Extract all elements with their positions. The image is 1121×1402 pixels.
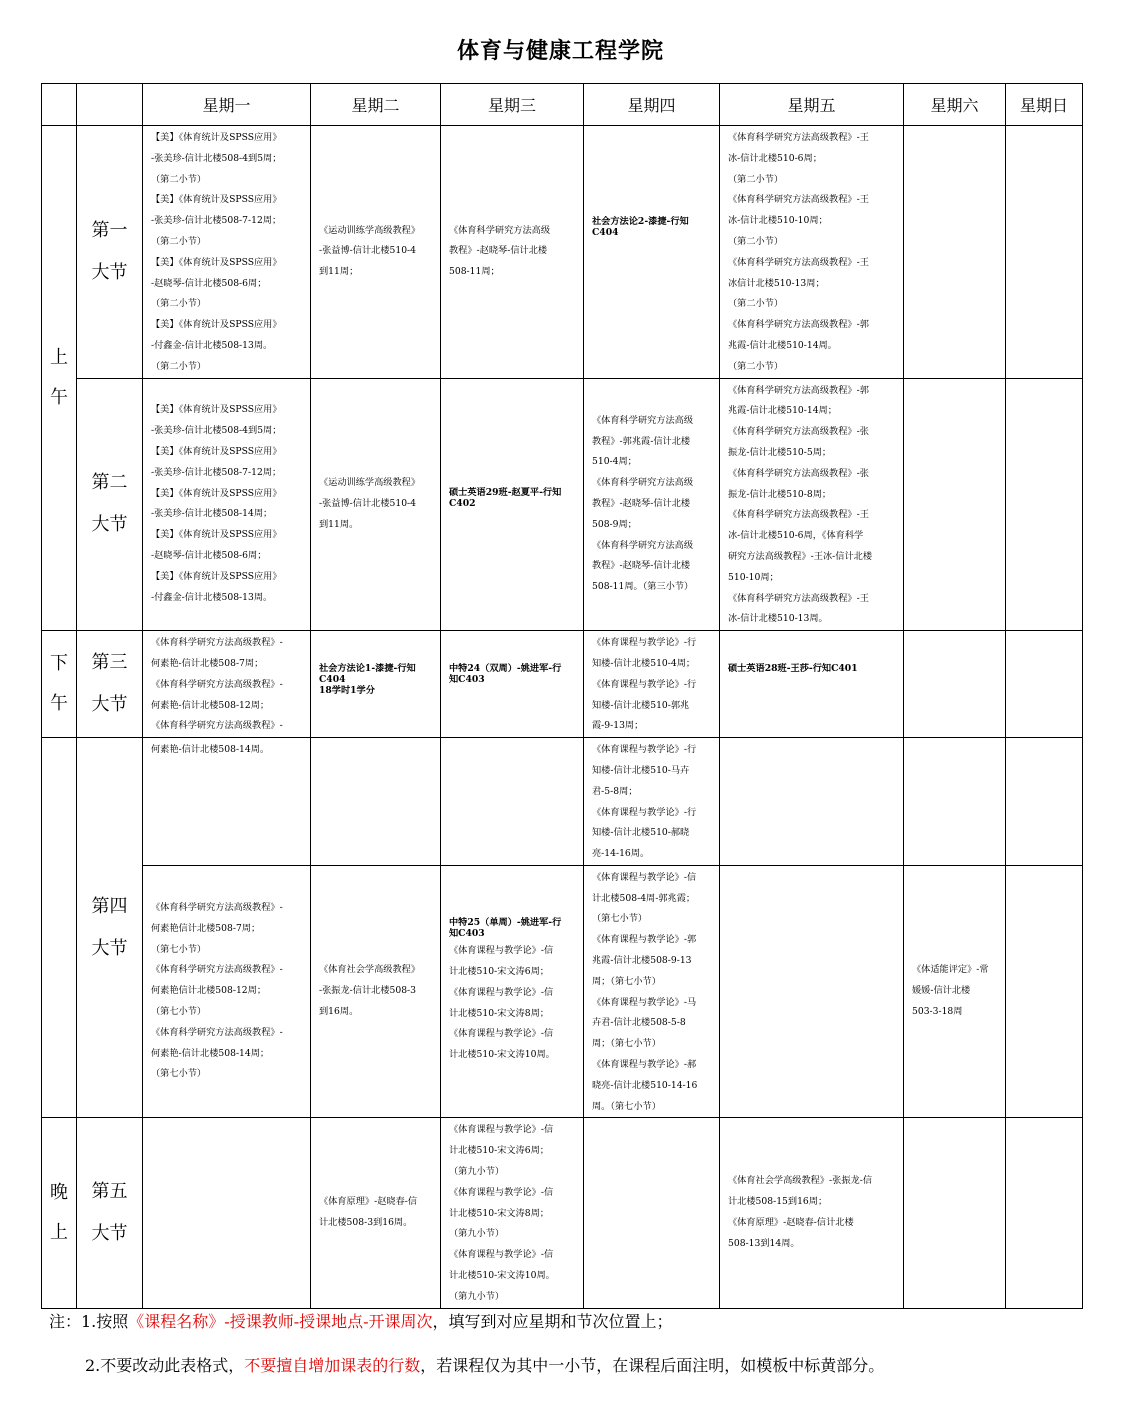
cell-line: 【美】《体育统计及SPSS应用》 [151,487,282,499]
day-header: 星期五 [720,84,904,126]
cell-line: （第二小节） [728,173,784,185]
cell-line: 《体育科学研究方法高级教程》-王 [728,132,869,143]
cell-line: 《体育课程与教学论》-信 [449,945,554,957]
cell-s1-wed [441,126,584,379]
header-row [42,84,1083,126]
cell-line: 《体育科学研究方法高级教程》-王 [728,509,869,521]
cell-line: （第九小节） [449,1166,505,1178]
cell-line: 《体育科学研究方法高级教程》- [151,678,283,690]
cell-s3-thu [584,631,720,738]
cell-line: 《运动训练学高级教程》 [319,477,421,489]
cell-s4b-mon [143,865,311,1118]
cell-s3-mon [143,631,311,738]
cell-line: （第二小节） [151,298,207,310]
cell-line: 《体育科学研究方法高级教程》-王 [728,592,869,604]
cell-s4a-fri [720,738,904,866]
day-header: 星期六 [904,84,1006,126]
corner-cell [42,84,77,126]
cell-line: C402 [449,497,476,509]
note-2-suffix: ，若课程仅为其中一小节，在课程后面注明，如模板中标黄部分。 [420,1356,885,1375]
slot-label-1 [77,126,143,379]
cell-line: -张益博-信计北楼510-4 [319,245,417,257]
cell-line: 君-5-8周； [592,785,638,797]
cell-s2-sun [1006,378,1083,631]
cell-s4a-wed [441,738,584,866]
cell-line: 计北楼510-宋文涛10周。 [449,1270,555,1282]
cell-line: 晓亮-信计北楼510-14-16 [592,1079,698,1091]
cell-line: 【美】《体育统计及SPSS应用》 [151,194,282,206]
cell-s3-sat [904,631,1006,738]
note-2-prefix: 2.不要改动此表格式， [85,1356,245,1375]
corner-cell [77,84,143,126]
cell-s2-tue [311,378,441,631]
note-2-highlight: 不要擅自增加课表的行数 [244,1356,421,1375]
period-morning [42,126,77,631]
cell-line: 计北楼510-宋文涛10周。 [449,1049,555,1061]
cell-line: 知楼-信计北楼510-马卉 [592,764,690,776]
cell-line: 508-13到14周。 [728,1237,800,1249]
cell-line: 【美】《体育统计及SPSS应用》 [151,132,282,143]
cell-line: 知楼-信计北楼510-郝晓 [592,827,690,839]
cell-line: 中特24（双周）-姚进军-行 [449,663,562,675]
cell-line: 《体育科学研究方法高级教程》-张 [728,426,869,438]
cell-line: 何素艳-信计北楼508-14周。 [151,744,270,756]
cell-line: （第二小节） [151,235,207,247]
cell-line: 教程》-郭兆霞-信计北楼 [592,435,691,447]
cell-line: 兆霞-信计北楼510-14周； [728,405,837,417]
day-header: 星期一 [143,84,311,126]
cell-line: 《体育科学研究方法高级教程》- [151,964,283,976]
cell-s5-tue [311,1118,441,1308]
cell-s1-thu [584,126,720,379]
cell-line: -赵晓琴-信计北楼508-6周； [151,549,267,561]
cell-line: -付鑫金-信计北楼508-13周。 [151,339,273,351]
cell-line: 到11周。 [319,518,359,530]
cell-s2-wed [441,378,584,631]
slot-label-4 [77,738,143,1118]
cell-line: 《体育课程与教学论》-信 [449,1249,554,1261]
cell-line: 【美】《体育统计及SPSS应用》 [151,445,282,457]
cell-line: 兆霞-信计北楼510-14周。 [728,339,837,351]
cell-line: 计北楼510-宋文涛6周； [449,966,549,978]
cell-line: 《体育科学研究方法高级教程》- [151,637,283,649]
cell-line: 兆霞-信计北楼508-9-13 [592,955,692,967]
cell-line: 振龙-信计北楼510-5周； [728,446,832,458]
period-label: 晚上 [50,1182,68,1244]
cell-line: 何素艳信计北楼508-12周； [151,985,267,997]
cell-line: 计北楼508-3到16周。 [319,1217,413,1229]
slot-label: 第三大节 [91,652,128,716]
cell-line: 【美】《体育统计及SPSS应用》 [151,529,282,541]
cell-line: 教程》-赵晓琴-信计北楼 [449,245,548,257]
schedule-table [41,83,1083,1309]
cell-s2-sat [904,378,1006,631]
cell-line: （第九小节） [449,1290,505,1302]
cell-line: （第七小节） [592,913,648,925]
cell-line: 知楼-信计北楼510-郭兆 [592,699,690,711]
cell-line: 《体育原理》-赵晓春-信计北楼 [728,1217,854,1229]
note-1-highlight: 《课程名称》-授课教师-授课地点-开课周次 [128,1312,433,1331]
cell-s4b-fri [720,865,904,1118]
slot-row-5 [42,1118,1083,1308]
period-blank [42,738,77,1118]
cell-line: 研究方法高级教程》-王冰-信计北楼 [728,550,873,562]
cell-line: （第七小节） [151,1006,207,1018]
cell-s1-mon [143,126,311,379]
cell-s2-fri [720,378,904,631]
cell-line: 《体育课程与教学论》-行 [592,744,697,756]
cell-line: 何素艳-信计北楼508-12周； [151,699,270,711]
cell-line: -付鑫金-信计北楼508-13周。 [151,591,273,603]
cell-line: 社会方法论2-漆捷-行知 [592,216,689,227]
day-header: 星期三 [441,84,584,126]
cell-line: 《体育科学研究方法高级 [592,414,694,426]
cell-line: 《体育科学研究方法高级教程》- [151,1026,283,1038]
cell-line: 508-11周。（第三小节） [592,581,694,593]
period-evening [42,1118,77,1308]
cell-s1-sun [1006,126,1083,379]
cell-line: 到11周； [319,266,359,278]
cell-line: （第二小节） [728,298,784,310]
cell-line: （第七小节） [151,943,207,955]
cell-s4b-wed-bold [449,917,579,939]
cell-line: （第七小节） [151,1068,207,1080]
cell-s4a-sun [1006,738,1083,866]
cell-line: 知C403 [449,674,485,686]
cell-line: -张美珍-信计北楼508-14周； [151,508,273,520]
cell-line: 何素艳-信计北楼508-14周； [151,1047,270,1059]
note-2 [49,1344,1109,1388]
cell-line: 冰-信计北楼510-13周。 [728,613,828,625]
slot-label: 第二大节 [91,472,128,536]
note-1 [49,1300,1109,1344]
cell-line: 计北楼510-宋文涛8周； [449,1007,549,1019]
cell-line: 教程》-赵晓琴-信计北楼 [592,560,691,572]
cell-s5-sat [904,1118,1006,1308]
cell-line: 计北楼508-4周-郭兆霞； [592,892,696,904]
cell-line: 510-10周； [728,571,779,583]
cell-s4a-sat [904,738,1006,866]
slot-row-4b [42,865,1083,1118]
cell-line: 到16周。 [319,1006,359,1018]
cell-s4b-tue [311,865,441,1118]
cell-s3-wed [441,631,584,738]
cell-s5-thu [584,1118,720,1308]
cell-line: 中特25（单周）-姚进军-行 [449,917,562,929]
cell-line: 《运动训练学高级教程》 [319,224,421,236]
cell-line: 媛媛-信计北楼 [912,985,971,997]
cell-line: -张益博-信计北楼510-4 [319,497,417,509]
cell-s4a-tue [311,738,441,866]
cell-line: 何素艳-信计北楼508-7周； [151,657,264,669]
cell-line: （第二小节） [151,360,207,372]
period-label: 下午 [50,653,68,715]
cell-s4a-mon [143,738,311,866]
cell-line: 《体育课程与教学论》-马 [592,996,697,1008]
cell-line: 卉君-信计北楼508-5-8 [592,1017,686,1029]
cell-s3-fri [720,631,904,738]
cell-line: 《体育课程与教学论》-郭 [592,934,697,946]
cell-s3-sun [1006,631,1083,738]
cell-line: 《体育科学研究方法高级教程》-王 [728,256,869,268]
cell-line: 知C403 [449,928,485,940]
cell-line: 何素艳信计北楼508-7周； [151,922,261,934]
slot-label: 第五大节 [91,1181,128,1245]
cell-line: 冰信计北楼510-13周； [728,277,825,289]
cell-s2-thu [584,378,720,631]
cell-line: 计北楼508-15到16周； [728,1196,828,1208]
cell-s5-wed [441,1118,584,1308]
cell-s5-fri [720,1118,904,1308]
cell-line: 《体育原理》-赵晓春-信 [319,1196,418,1208]
cell-line: 508-9周； [592,518,637,530]
cell-line: C404 [592,227,619,238]
cell-s3-tue [311,631,441,738]
note-1-suffix: ，填写到对应星期和节次位置上； [432,1312,673,1331]
cell-line: 【美】《体育统计及SPSS应用》 [151,256,282,268]
cell-line: 《体育社会学高级教程》-张振龙-信 [728,1175,873,1187]
slot-row-2 [42,378,1083,631]
note-1-prefix: 注：1.按照 [49,1312,129,1331]
cell-line: 《体适能评定》-常 [912,964,989,976]
day-header: 星期二 [311,84,441,126]
slot-row-1 [42,126,1083,379]
day-header: 星期日 [1006,84,1083,126]
cell-line: 《体育科学研究方法高级教程》-郭 [728,319,869,331]
cell-line: 《体育课程与教学论》-行 [592,637,697,649]
slot-label-5 [77,1118,143,1308]
cell-line: 《体育科学研究方法高级教程》- [151,720,283,732]
cell-s5-mon [143,1118,311,1308]
cell-line: 《体育科学研究方法高级教程》-张 [728,467,869,479]
cell-line: 冰-信计北楼510-6周，《体育科学 [728,530,864,542]
cell-line: -张振龙-信计北楼508-3 [319,985,417,997]
cell-line: -张美珍-信计北楼508-7-12周； [151,215,282,227]
cell-line: 《体育课程与教学论》-信 [449,986,554,998]
cell-line: -张美珍-信计北楼508-7-12周； [151,466,282,478]
cell-line: 《体育课程与教学论》-信 [449,1028,554,1040]
cell-line: 《体育课程与教学论》-信 [592,871,697,883]
cell-s1-sat [904,126,1006,379]
cell-line: 知楼-信计北楼510-4周； [592,657,696,669]
cell-line: 《体育课程与教学论》-行 [592,678,697,690]
cell-s1-tue [311,126,441,379]
cell-line: 硕士英语29班-赵夏平-行知 [449,486,562,498]
cell-line: 亮-14-16周。 [592,848,650,860]
cell-s1-fri [720,126,904,379]
cell-s4b-wed-list [449,941,579,1066]
cell-s5-sun [1006,1118,1083,1308]
cell-line: 周。（第七小节） [592,1100,661,1112]
period-label: 上午 [50,347,68,409]
cell-line: （第二小节） [728,235,784,247]
slot-row-3 [42,631,1083,738]
slot-label-2 [77,378,143,631]
cell-line: 教程》-赵晓琴-信计北楼 [592,497,691,509]
cell-line: 冰-信计北楼510-10周； [728,215,828,227]
day-header: 星期四 [584,84,720,126]
cell-s4b-thu [584,865,720,1118]
cell-line: 《体育课程与教学论》-行 [592,806,697,818]
cell-line: 周；（第七小节） [592,975,661,987]
cell-line: 振龙-信计北楼510-8周； [728,488,832,500]
slot-label: 第四大节 [91,895,128,959]
cell-line: 《体育课程与教学论》-郝 [592,1059,697,1071]
cell-s4b-sat [904,865,1006,1118]
cell-line: 霞-9-13周； [592,720,644,732]
notes [49,1300,1109,1388]
cell-line: 《体育课程与教学论》-信 [449,1186,554,1198]
cell-line: 周；（第七小节） [592,1038,661,1050]
period-afternoon [42,631,77,738]
cell-line: 510-4周； [592,456,637,468]
cell-line: 【美】《体育统计及SPSS应用》 [151,570,282,582]
slot-row-4a [42,738,1083,866]
cell-line: 计北楼510-宋文涛6周； [449,1145,549,1157]
cell-line: 18学时1学分 [319,685,375,697]
cell-s4a-thu [584,738,720,866]
cell-line: -张美珍-信计北楼508-4到5周； [151,152,282,164]
cell-line: 冰-信计北楼510-6周； [728,152,822,164]
cell-line: 硕士英语28班-王莎-行知C401 [728,663,858,675]
slot-label: 第一大节 [91,219,128,283]
cell-line: 《体育科学研究方法高级 [449,224,551,236]
cell-line: 《体育科学研究方法高级 [592,477,694,489]
cell-line: 《体育科学研究方法高级 [592,539,694,551]
cell-s2-mon [143,378,311,631]
cell-line: 【美】《体育统计及SPSS应用》 [151,319,282,331]
cell-line: （第二小节） [728,360,784,372]
cell-line: 计北楼510-宋文涛8周； [449,1207,549,1219]
cell-line: 508-11周； [449,266,500,278]
cell-line: 《体育课程与教学论》-信 [449,1124,554,1136]
cell-line: 《体育科学研究方法高级教程》- [151,902,283,914]
cell-s4b-wed [441,865,584,1118]
cell-s4b-sun [1006,865,1083,1118]
cell-line: （第二小节） [151,173,207,185]
page-title: 体育与健康工程学院 [456,39,664,64]
cell-line: 【美】《体育统计及SPSS应用》 [151,404,282,416]
cell-line: 《体育科学研究方法高级教程》-王 [728,194,869,206]
slot-label-3 [77,631,143,738]
cell-line: -张美珍-信计北楼508-4到5周； [151,425,282,437]
cell-line: 《体育科学研究方法高级教程》-郭 [728,384,869,396]
cell-line: -赵晓琴-信计北楼508-6周； [151,277,267,289]
cell-line: 503-3-18周 [912,1006,963,1018]
cell-line: C404 [319,674,346,686]
cell-line: （第九小节） [449,1228,505,1240]
cell-line: 《体育社会学高级教程》 [319,964,421,976]
cell-line: 社会方法论1-漆捷-行知 [319,663,416,675]
